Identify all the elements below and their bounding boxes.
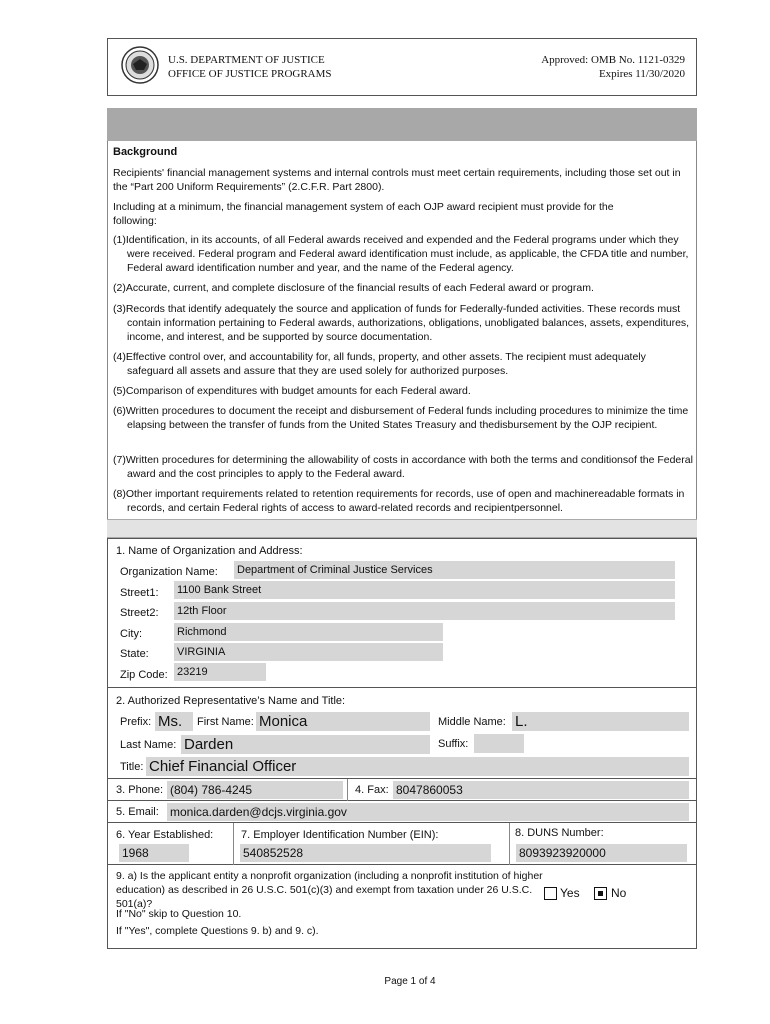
duns-label: 8. DUNS Number: [515,827,604,839]
header-box [107,38,697,96]
omb-number: Approved: OMB No. 1121-0329 [541,54,685,66]
city-field[interactable]: Richmond [174,623,443,641]
fax-field[interactable]: 8047860053 [393,781,689,799]
requirement-item-8: (8)Other important requirements related to retention requirements for records, use of open and machinereadable formats in records, and certain Federal rights of access to award-related records and recipientpersonnel. [113,488,685,514]
title-field[interactable]: Chief Financial Officer [146,757,689,776]
section-banner [107,108,697,141]
phone-fax-divider [347,779,348,801]
yes-label: Yes [560,886,580,900]
prefix-field[interactable]: Ms. [155,712,193,731]
q2-label: 2. Authorized Representative’s Name and Title: [116,695,346,707]
middle-name-label: Middle Name: [438,716,506,728]
background-para2: Including at a minimum, the financial management system of each OJP award recipient must provide for the following: [113,201,614,227]
q6-q7-divider [233,823,234,865]
requirement-item-5: (5)Comparison of expenditures with budget amounts for each Federal award. [113,385,471,397]
first-name-label: First Name: [197,716,254,728]
suffix-field[interactable] [474,734,524,753]
q9-question: 9. a) Is the applicant entity a nonprofit organization (including a nonprofit institution of higher education) as described in 26 U.S.C. 501(c)(3) and exempt from taxation under 26 U.S.C. 501(a)? [116,870,543,910]
no-checkbox[interactable] [594,887,607,900]
requirement-item-6: (6)Written procedures to document the receipt and disbursement of Federal funds including procedures to minimize the time elapsing between the transfer of funds from the United States Treasury and thedisbursement by the OJP recipient. [113,405,689,431]
q1-label: 1. Name of Organization and Address: [116,545,303,557]
no-label: No [611,886,627,900]
fax-label: 4. Fax: [355,784,389,796]
prefix-label: Prefix: [120,716,152,728]
doj-seal-icon [121,46,159,84]
middle-name-field[interactable]: L. [512,712,689,731]
background-heading: Background [113,146,178,158]
requirement-item-7: (7)Written procedures for determining the allowability of costs in accordance with both the terms and conditionsof the Federal award and the cost principles to apply to the Federal award. [113,454,693,480]
last-name-label: Last Name: [120,739,177,751]
section-separator [107,519,697,538]
requirement-item-1: (1)Identification, in its accounts, of all Federal awards received and expended and the Federal programs under which they were received. Federal program and Federal award identification must include, as applicable, the CFDA title and number, Federal award identification number and year, and the name of the Federal agency. [113,234,689,274]
no-checkbox-mark-icon [598,891,603,896]
title-label: Title: [120,761,144,773]
yes-checkbox[interactable] [544,887,557,900]
duns-field[interactable]: 8093923920000 [516,844,687,862]
requirement-item-3: (3)Records that identify adequately the source and application of funds for Federally-funded activities. These records must contain information pertaining to Federal awards, authorizations, obligations, unobligated balances, assets, expenditures, income, and interest, and be supported by source documentation. [113,303,690,343]
zip-field[interactable]: 23219 [174,663,266,681]
q7-q8-divider [509,823,510,865]
street1-label: Street1: [120,587,159,599]
requirement-item-2: (2)Accurate, current, and complete disclosure of the financial results of each Federal award or program. [113,282,594,294]
street2-label: Street2: [120,607,159,619]
dept-line1: U.S. DEPARTMENT OF JUSTICE [168,54,325,66]
page-number: Page 1 of 4 [384,976,436,987]
q9-note-no: If "No" skip to Question 10. [116,908,242,920]
q9-note-yes: If "Yes", complete Questions 9. b) and 9. c). [116,925,319,937]
bg-left-border [107,141,108,519]
phone-field[interactable]: (804) 786-4245 [167,781,343,799]
requirement-item-4: (4)Effective control over, and accountability for, all funds, property, and other assets. The recipient must adequately safeguard all assets and assure that they are used solely for authorized purposes. [113,351,646,377]
expiration-date: Expires 11/30/2020 [598,68,685,80]
ein-label: 7. Employer Identification Number (EIN): [241,829,439,841]
email-field[interactable]: monica.darden@dcjs.virginia.gov [167,803,689,821]
city-label: City: [120,628,142,640]
email-label: 5. Email: [116,806,159,818]
background-para1: Recipients' financial management systems and internal controls must meet certain requirements, including those set out in the “Part 200 Uniform Requirements” (2.C.F.R. Part 2800). [113,167,681,193]
year-established-field[interactable]: 1968 [119,844,189,862]
first-name-field[interactable]: Monica [256,712,430,731]
suffix-label: Suffix: [438,738,469,750]
last-name-field[interactable]: Darden [181,735,430,754]
org-name-field[interactable]: Department of Criminal Justice Services [234,561,675,579]
zip-label: Zip Code: [120,669,168,681]
state-field[interactable]: VIRGINIA [174,643,443,661]
street1-field[interactable]: 1100 Bank Street [174,581,675,599]
org-name-label: Organization Name: [120,566,218,578]
year-established-label: 6. Year Established: [116,829,214,841]
phone-label: 3. Phone: [116,784,164,796]
ein-field[interactable]: 540852528 [240,844,491,862]
state-label: State: [120,648,149,660]
street2-field[interactable]: 12th Floor [174,602,675,620]
dept-line2: OFFICE OF JUSTICE PROGRAMS [168,68,332,80]
bg-right-border [696,141,697,519]
